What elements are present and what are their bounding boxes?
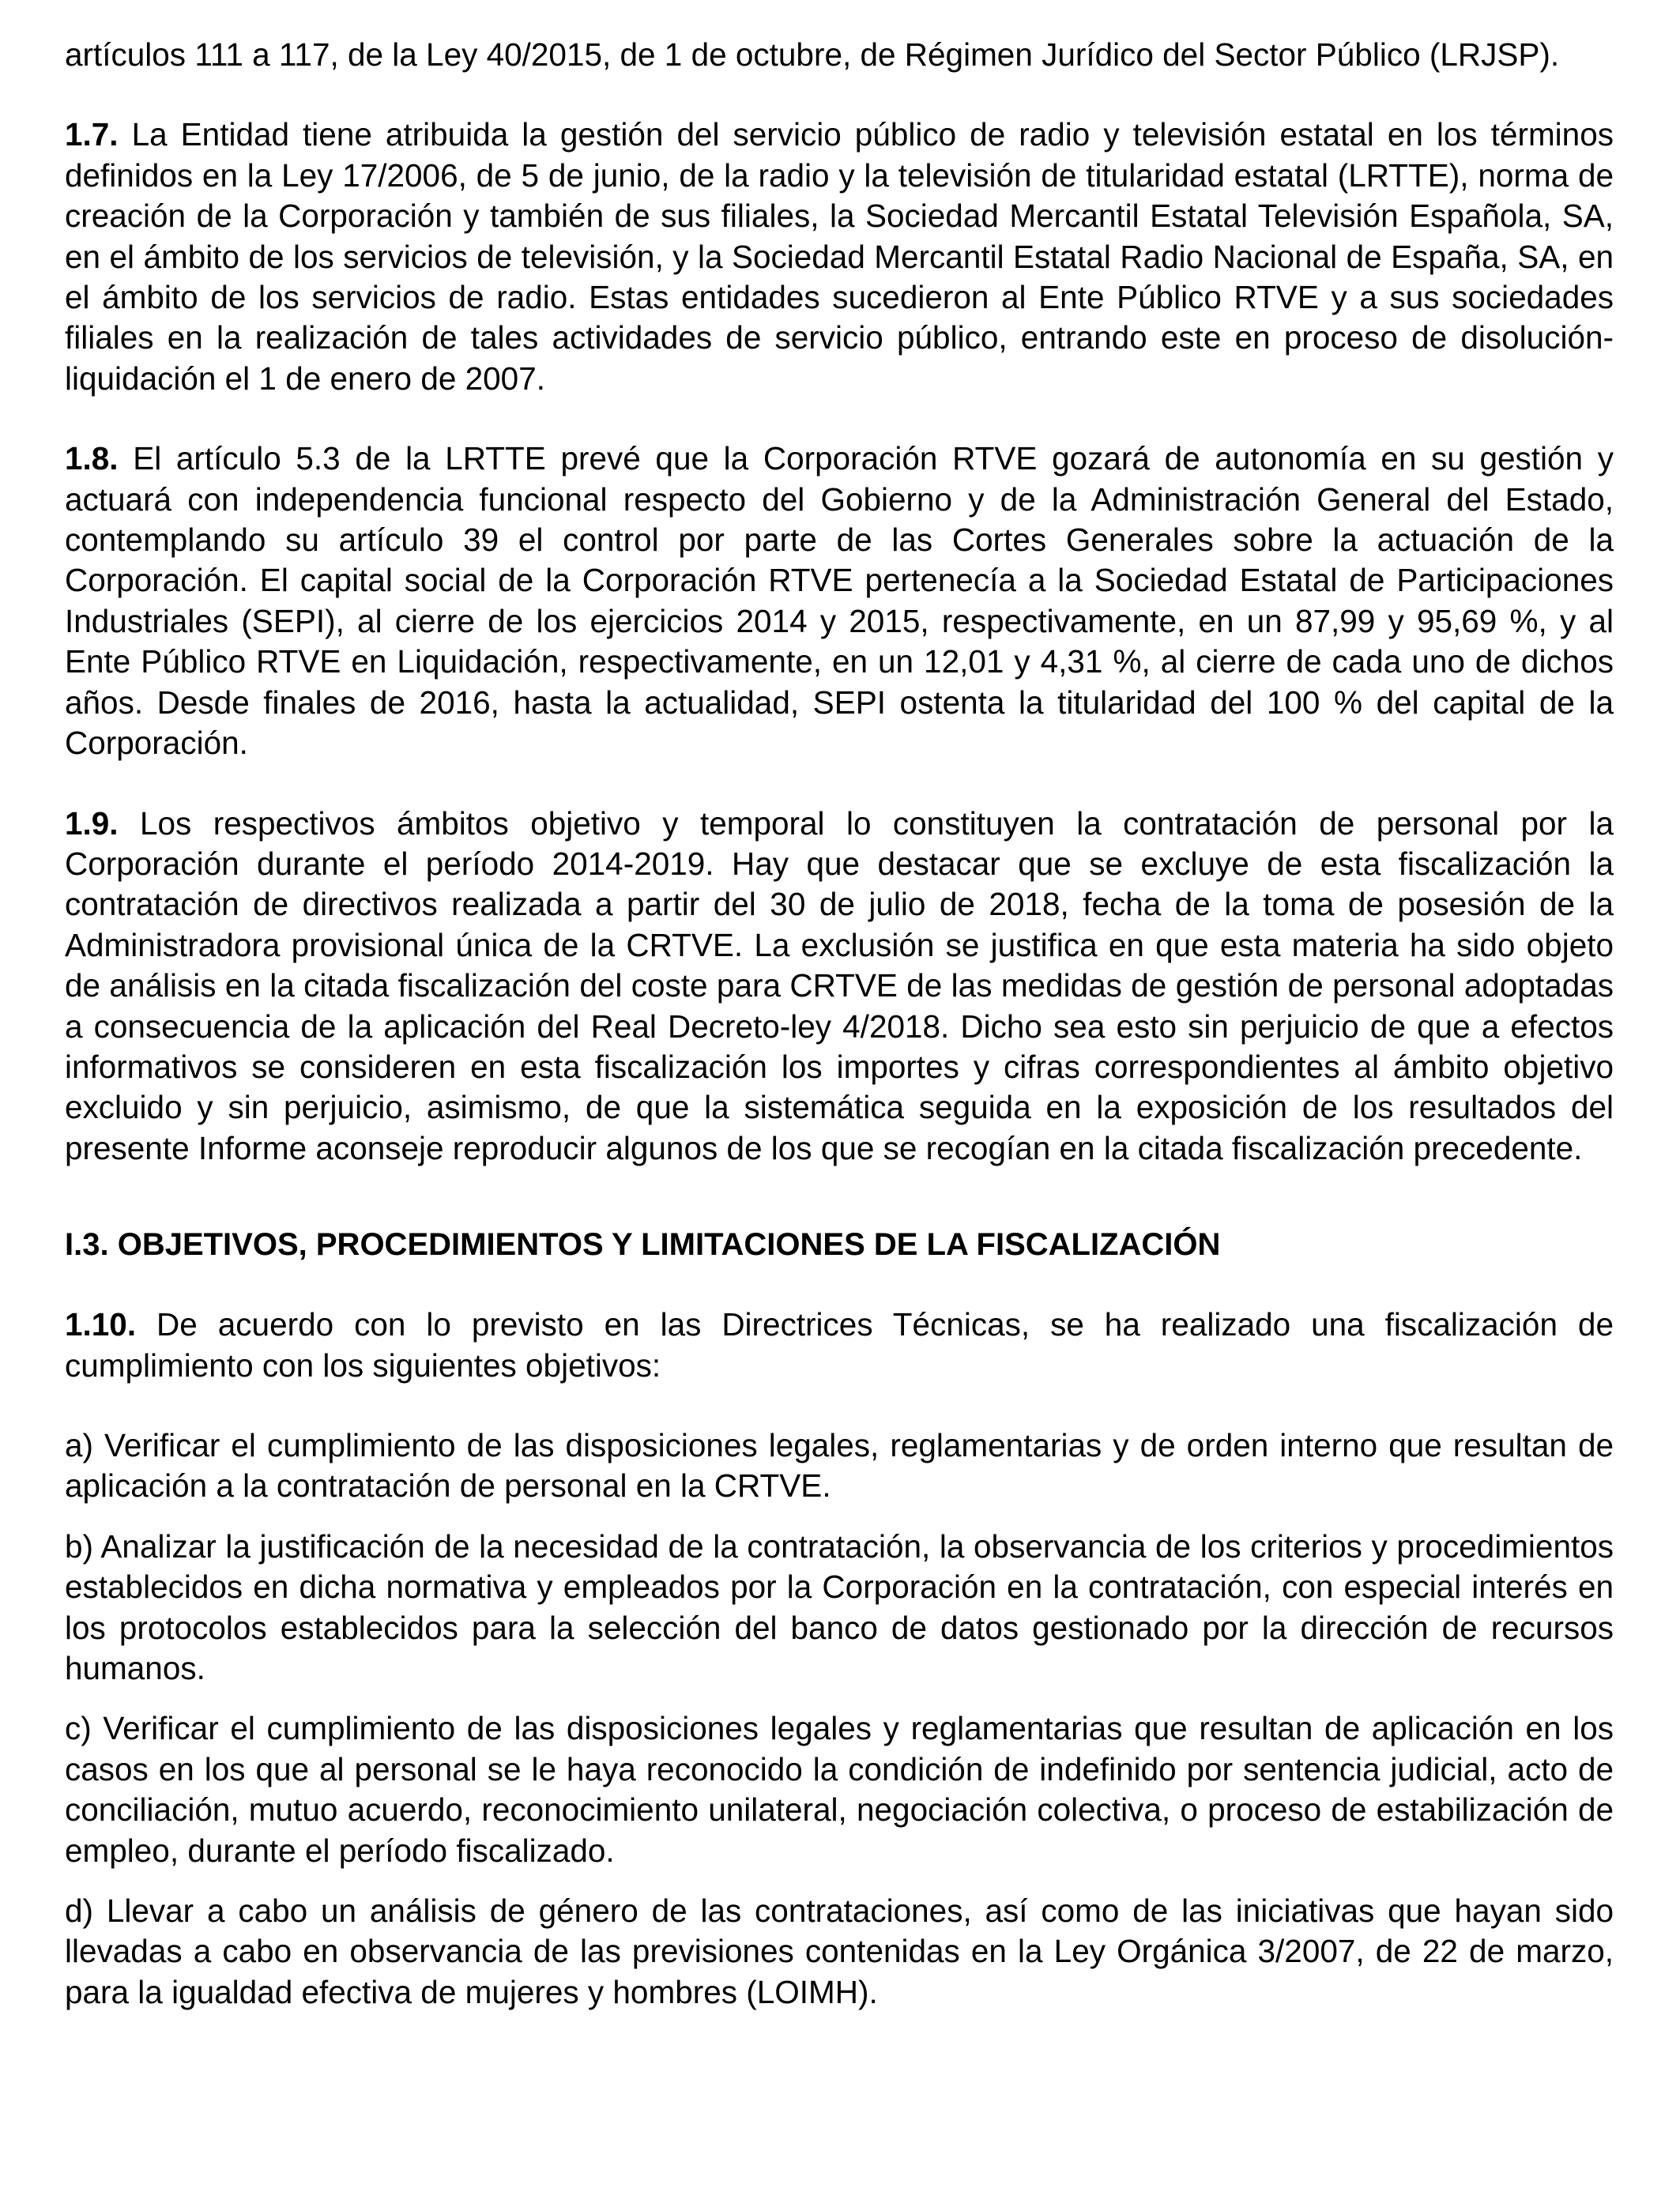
paragraph-1-8 — [65, 439, 1614, 763]
paragraph-1-7 — [65, 115, 1614, 399]
paragraph-continuation — [65, 35, 1614, 75]
paragraph-text: artículos 111 a 117, de la Ley 40/2015, de 1 de octubre, de Régimen Jurídico del Sector Público (LRJSP). — [65, 36, 1560, 73]
paragraph-number: 1.9. — [65, 804, 119, 842]
document-page — [65, 35, 1614, 2013]
section-heading: I.3. OBJETIVOS, PROCEDIMIENTOS Y LIMITACIONES DE LA FISCALIZACIÓN — [65, 1227, 1221, 1263]
objective-a: a) Verificar el cumplimiento de las disposiciones legales, reglamentarias y de orden interno que resultan de aplicación a la contratación de personal en la CRTVE. — [65, 1426, 1614, 1505]
paragraph-text: De acuerdo con lo previsto en las Directrices Técnicas, se ha realizado una fiscalización de cumplimiento con los siguientes objetivos: — [65, 1306, 1614, 1384]
paragraph-text: Los respectivos ámbitos objetivo y temporal lo constituyen la contratación de personal por la Corporación durante el período 2014-2019. Hay que destacar que se excluye de esta fiscalización la contratación de directivos realizada a partir del 30 de julio de 2018, fecha de la toma de posesión de la Administradora provisional única de la CRTVE. La exclusión se justifica en que esta materia ha sido objeto de análisis en la citada fiscalización del coste para CRTVE de las medidas de gestión de personal adoptadas a consecuencia de la aplicación del Real Decreto-ley 4/2018. Dicho sea esto sin perjuicio de que a efectos informativos se consideren en esta fiscalización los importes y cifras correspondientes al ámbito objetivo excluido y sin perjuicio, asimismo, de que la sistemática seguida en la exposición de los resultados del presente Informe aconseje reproducir algunos de los que se recogían en la citada fiscalización precedente. — [65, 804, 1614, 1166]
objective-c: c) Verificar el cumplimiento de las disposiciones legales y reglamentarias que resultan de aplicación en los casos en los que al personal se le haya reconocido la condición de indefinido por sentencia judicial, acto de conciliación, mutuo acuerdo, reconocimiento unilateral, negociación colectiva, o proceso de estabilización de empleo, durante el período fiscalizado. — [65, 1710, 1614, 1869]
paragraph-text: El artículo 5.3 de la LRTTE prevé que la Corporación RTVE gozará de autonomía en su gestión y actuará con independencia funcional respecto del Gobierno y de la Administración General del Estado, contemplando su artículo 39 el control por parte de las Cortes Generales sobre la actuación de la Corporación. El capital social de la Corporación RTVE pertenecía a la Sociedad Estatal de Participaciones Industriales (SEPI), al cierre de los ejercicios 2014 y 2015, respectivamente, en un 87,99 y 95,69 %, y al Ente Público RTVE en Liquidación, respectivamente, en un 12,01 y 4,31 %, al cierre de cada uno de dichos años. Desde finales de 2016, hasta la actualidad, SEPI ostenta la titularidad del 100 % del capital de la Corporación. — [65, 440, 1614, 762]
paragraph-number: 1.8. — [65, 440, 119, 477]
objective-b: b) Analizar la justificación de la necesidad de la contratación, la observancia de los criterios y procedimientos establecidos en dicha normativa y empleados por la Corporación en la contratación, con especial interés en los protocolos establecidos para la selección del banco de datos gestionado por la dirección de recursos humanos. — [65, 1527, 1614, 1686]
objective-d: d) Llevar a cabo un análisis de género de las contrataciones, así como de las iniciativas que hayan sido llevadas a cabo en observancia de las previsiones contenidas en la Ley Orgánica 3/2007, de 22 de marzo, para la igualdad efectiva de mujeres y hombres (LOIMH). — [65, 1893, 1614, 2010]
paragraph-1-9 — [65, 804, 1614, 1169]
paragraph-1-10 — [65, 1305, 1614, 1386]
paragraph-text: La Entidad tiene atribuida la gestión del servicio público de radio y televisión estatal en los términos definidos en la Ley 17/2006, de 5 de junio, de la radio y la televisión de titularidad estatal (LRTTE), norma de creación de la Corporación y también de sus filiales, la Sociedad Mercantil Estatal Televisión Española, SA, en el ámbito de los servicios de televisión, y la Sociedad Mercantil Estatal Radio Nacional de España, SA, en el ámbito de los servicios de radio. Estas entidades sucedieron al Ente Público RTVE y a sus sociedades filiales en la realización de tales actividades de servicio público, entrando este en proceso de disolución-liquidación el 1 de enero de 2007. — [65, 116, 1614, 397]
paragraph-number: 1.7. — [65, 116, 119, 153]
paragraph-number: 1.10. — [65, 1306, 137, 1343]
